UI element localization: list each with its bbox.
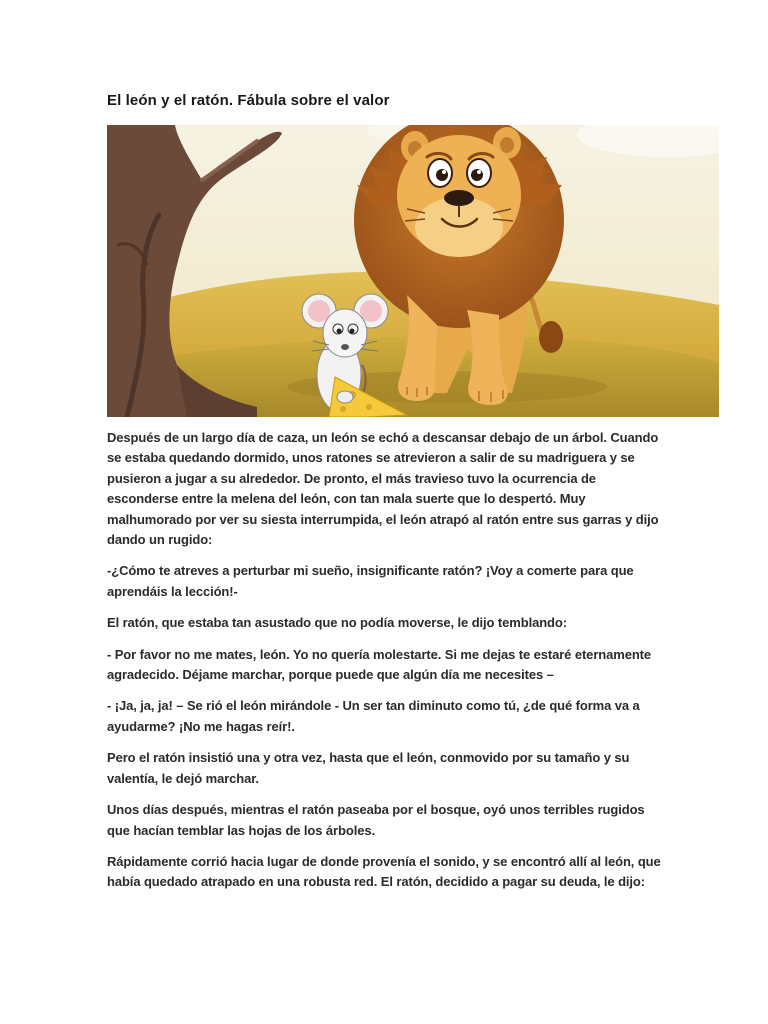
document-title: El león y el ratón. Fábula sobre el valor: [107, 92, 390, 109]
paragraph: -¿Cómo te atreves a perturbar mi sueño, insignificante ratón? ¡Voy a comerte para que aprendáis la lección!-: [107, 563, 634, 599]
paragraph: Unos días después, mientras el ratón paseaba por el bosque, oyó unos terribles rugidos que hacían temblar las hojas de los árboles.: [107, 802, 645, 838]
paragraph: - Por favor no me mates, león. Yo no quería molestarte. Si me dejas te estaré eternamente agradecido. Déjame marchar, porque puede que algún día me necesites –: [107, 646, 652, 683]
paragraph: El ratón, que estaba tan asustado que no podía moverse, le dijo temblando:: [107, 615, 567, 631]
story-illustration: [107, 125, 719, 417]
paragraph: - ¡Ja, ja, ja! – Se rió el león mirándole - Un ser tan diminuto como tú, ¿de qué forma va a ayudarme? ¡No me hagas reír!.: [107, 698, 640, 734]
story-body: [107, 428, 667, 904]
paragraph: Pero el ratón insistió una y otra vez, hasta que el león, conmovido por su tamaño y su valentía, le dejó marchar.: [107, 750, 630, 786]
paragraph: Después de un largo día de caza, un león se echó a descansar debajo de un árbol. Cuando se estaba quedando dormido, unos ratones se atrevieron a salir de su madriguera y se pusieron a jugar a su alrededor. De pronto, el más travieso tuvo la ocurrencia de esconderse entre la melena del león, con tan mala suerte que lo despertó. Muy malhumorado por ver su siesta interrumpida, el león atrapó al ratón entre sus garras y dijo dando un rugido:: [107, 430, 659, 548]
paragraph: Rápidamente corrió hacia lugar de donde provenía el sonido, y se encontró allí al león, que había quedado atrapado en una robusta red. El ratón, decidido a pagar su deuda, le dijo:: [107, 853, 661, 890]
